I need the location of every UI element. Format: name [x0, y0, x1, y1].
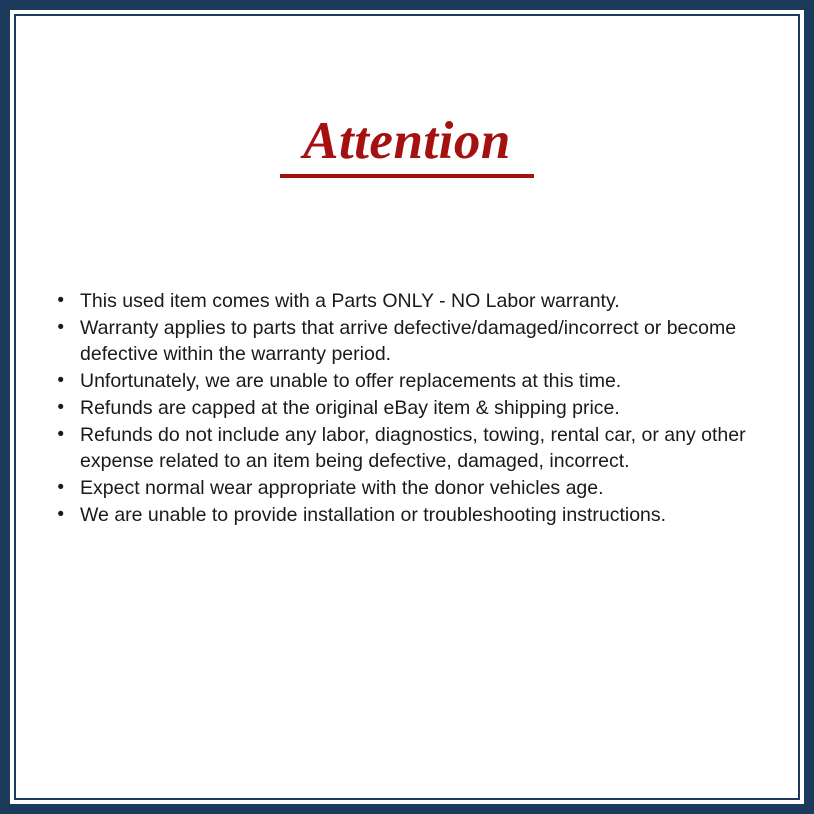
list-item	[16, 395, 798, 422]
list-item-text: Warranty applies to parts that arrive defective/damaged/incorrect or become defective within the warranty period.	[80, 316, 737, 366]
list-item-text: We are unable to provide installation or troubleshooting instructions.	[80, 503, 667, 526]
list-item	[16, 368, 798, 395]
list-item-text: This used item comes with a Parts ONLY - NO Labor warranty.	[80, 290, 620, 312]
bullet-icon: •	[57, 476, 64, 498]
list-item	[16, 475, 798, 502]
bullet-icon: •	[57, 290, 64, 311]
title-underline	[280, 174, 534, 178]
list-item-text: Expect normal wear appropriate with the donor vehicles age.	[80, 476, 604, 499]
list-item	[16, 502, 798, 529]
policy-list	[16, 288, 798, 528]
list-item-text: Unfortunately, we are unable to offer replacements at this time.	[80, 370, 622, 393]
list-item	[16, 288, 798, 315]
notice-content	[16, 16, 798, 798]
bullet-icon: •	[57, 423, 64, 445]
list-item	[16, 422, 798, 475]
bullet-icon: •	[57, 503, 64, 525]
bullet-icon: •	[57, 396, 64, 418]
bullet-icon: •	[57, 370, 64, 392]
page-title: Attention	[303, 112, 511, 170]
list-item-text: Refunds are capped at the original eBay item & shipping price.	[80, 396, 620, 419]
list-item	[16, 315, 798, 368]
list-item-text: Refunds do not include any labor, diagnostics, towing, rental car, or any other expense related to an item being defective, damaged, incorrect.	[80, 423, 746, 473]
bullet-icon: •	[57, 316, 64, 338]
